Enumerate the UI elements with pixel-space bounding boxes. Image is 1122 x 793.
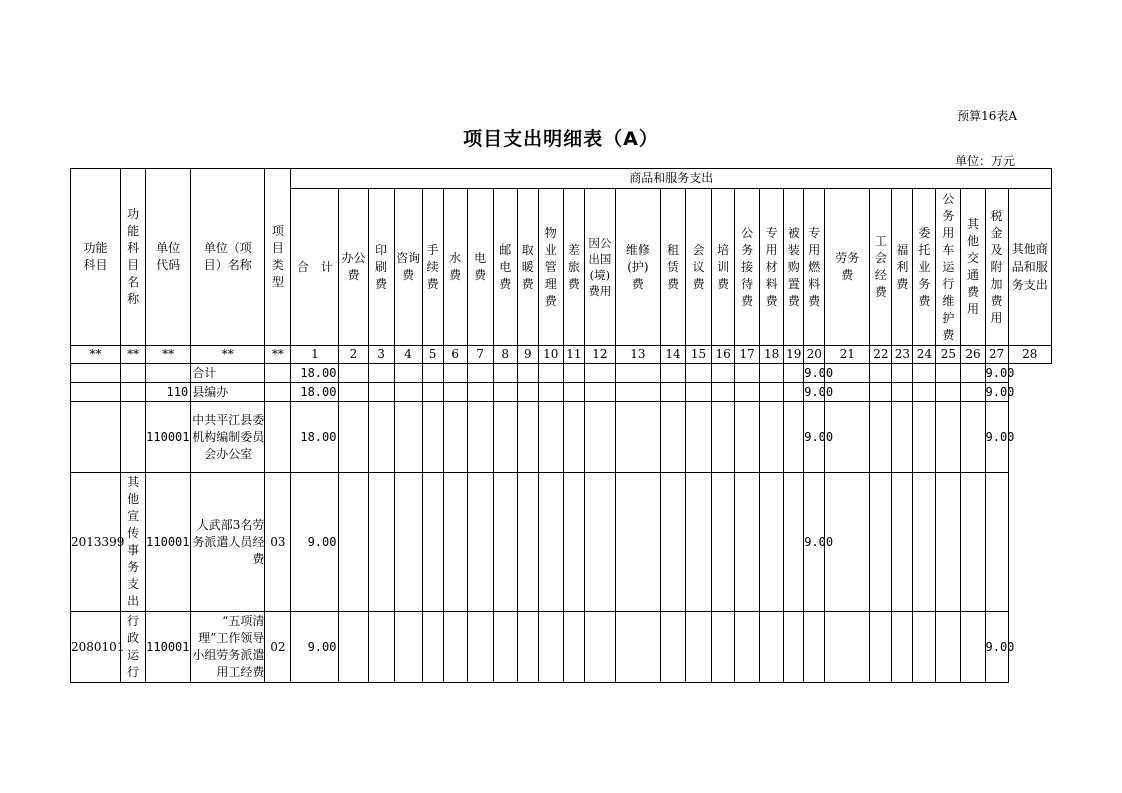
header-func-subject: 功能科目 (71, 169, 121, 346)
header-col-26: 其他交通费用 (961, 189, 985, 346)
header-col-25: 公务用车运行维护费 (936, 189, 961, 346)
header-col-3: 印刷费 (368, 189, 394, 346)
table-row: 合计 18.00 9.00 9.00 (71, 364, 1052, 383)
func-name-cell: 行政运行 (121, 612, 146, 683)
header-col-19: 被装购置费 (784, 189, 804, 346)
header-col-2: 办公费 (339, 189, 368, 346)
header-col-23: 福利费 (892, 189, 913, 346)
header-col-6: 水费 (443, 189, 467, 346)
header-col-20: 专用燃料费 (804, 189, 825, 346)
header-col-16: 培训费 (712, 189, 735, 346)
func-name-cell: 其他宣传事务支出 (121, 473, 146, 612)
header-col-21: 劳务费 (825, 189, 870, 346)
column-index-row: ** ** ** ** ** 1 2 3 4 5 6 7 8 9 10 11 12 13 14 15 16 17 18 19 20 21 22 23 24 25 26 27 28 (71, 346, 1052, 364)
header-col-10: 物业管理费 (538, 189, 563, 346)
header-col-1: 合 计 (291, 189, 339, 346)
page-title: 项目支出明细表（A） (463, 128, 659, 150)
form-number: 预算16表A (957, 109, 1017, 123)
header-col-14: 租赁费 (660, 189, 685, 346)
header-col-4: 咨询费 (394, 189, 422, 346)
header-col-15: 会议费 (686, 189, 712, 346)
header-unit-name: 单位（项目）名称 (191, 169, 265, 346)
table-row: 2080101 行政运行 110001 “五项清理”工作领导小组劳务派遣用工经费 02 9.00 9.00 (71, 612, 1052, 683)
header-goods-services: 商品和服务支出 (291, 169, 1052, 189)
header-col-22: 工会经费 (870, 189, 892, 346)
expense-table (70, 168, 1052, 683)
header-func-subject-name: 功能科目名称 (121, 169, 146, 346)
table-row: 110001 中共平江县委机构编制委员会办公室 18.00 9.00 9.00 (71, 402, 1052, 473)
header-col-7: 电费 (467, 189, 493, 346)
header-col-18: 专用材料费 (760, 189, 784, 346)
header-unit-code: 单位代码 (146, 169, 191, 346)
header-col-9: 取暖费 (517, 189, 538, 346)
table-row: 110 县编办 18.00 9.00 9.00 (71, 383, 1052, 402)
header-col-11: 差旅费 (563, 189, 584, 346)
header-project-type: 项目类型 (265, 169, 291, 346)
header-col-8: 邮电费 (493, 189, 517, 346)
header-col-28: 其他商品和服务支出 (1008, 189, 1051, 346)
table-row: 2013399 其他宣传事务支出 110001 人武部3名劳务派遣人员经费 03 9.00 9.00 (71, 473, 1052, 612)
unit-label: 单位：万元 (954, 154, 1015, 168)
header-col-27: 税金及附加费用 (985, 189, 1008, 346)
header-col-24: 委托业务费 (913, 189, 936, 346)
header-col-17: 公务接待费 (735, 189, 760, 346)
header-col-12: 因公出国(境)费用 (584, 189, 615, 346)
header-col-13: 维修(护)费 (615, 189, 660, 346)
header-col-5: 手续费 (422, 189, 443, 346)
